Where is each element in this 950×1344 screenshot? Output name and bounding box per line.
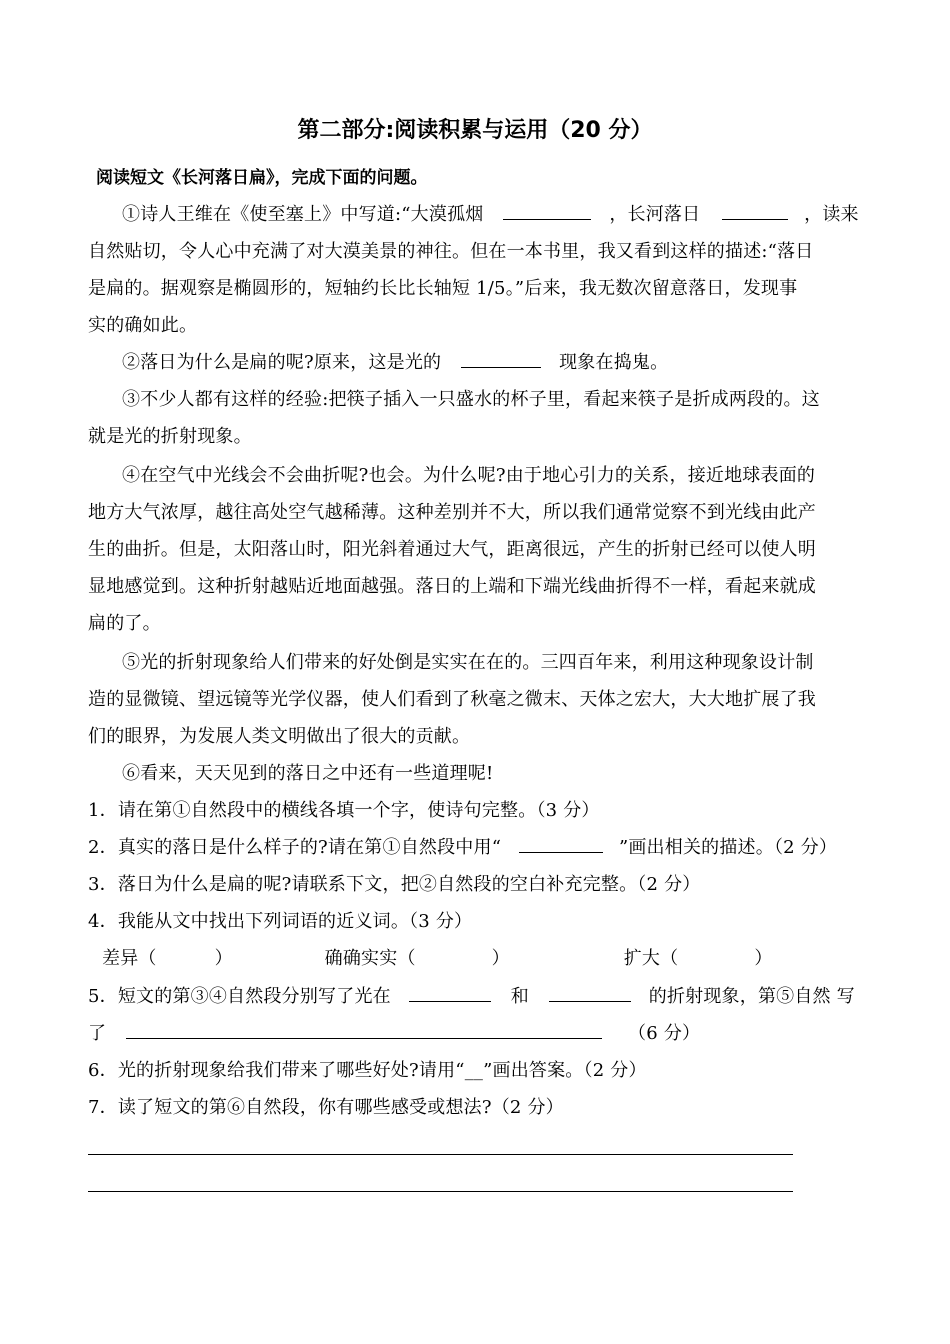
question-3: 3．落日为什么是扁的呢?请联系下文，把②自然段的空白补充完整。（2 分） <box>88 874 701 895</box>
q5-text-e: （6 分） <box>628 1023 701 1044</box>
q2-underline-sample <box>519 829 603 866</box>
q5-text-b: 和 <box>510 986 529 1007</box>
p2-text-a: ②落日为什么是扁的呢?原来，这是光的 <box>122 352 442 373</box>
question-4: 4．我能从文中找出下列词语的近义词。（3 分） <box>88 911 473 932</box>
q5-blank-3[interactable] <box>126 1015 602 1052</box>
q2-text-b: ”画出相关的描述。（2 分） <box>618 837 838 858</box>
answer-line-1[interactable] <box>88 1154 793 1155</box>
p1-text-a: ①诗人王维在《使至塞上》中写道:“大漠孤烟 <box>122 204 484 225</box>
question-1: 1．请在第①自然段中的横线各填一个字，使诗句完整。（3 分） <box>88 800 600 821</box>
p4-line-2: 地方大气浓厚，越往高处空气越稀薄。这种差别并不大，所以我们通常觉察不到光线由此产 <box>88 502 816 523</box>
synonym-label-1: 差异（ <box>102 948 157 969</box>
p2-line <box>122 344 864 381</box>
paren-close-3: ） <box>754 948 773 969</box>
q5-text-c: 的折射现象，第⑤自然 写 <box>648 986 855 1007</box>
section-title: 第二部分:阅读积累与运用（20 分） <box>297 118 653 143</box>
q5-text-d: 了 <box>88 1023 107 1044</box>
answer-line-2[interactable] <box>88 1191 793 1192</box>
p1-line-2: 自然贴切，令人心中充满了对大漠美景的神往。但在一本书里，我又看到这样的描述:“落日 <box>88 241 814 262</box>
question-4-items <box>102 940 864 977</box>
p5-line-2: 造的显微镜、望远镜等光学仪器，使人们看到了秋毫之微末、天体之宏大，大大地扩展了我 <box>88 689 816 710</box>
synonym-label-2: 确确实实（ <box>324 948 416 969</box>
p4-line-4: 显地感觉到。这种折射越贴近地面越强。落日的上端和下端光线曲折得不一样，看起来就成 <box>88 576 816 597</box>
p2-text-b: 现象在捣鬼。 <box>559 352 669 373</box>
question-2 <box>88 829 864 866</box>
p6-line: ⑥看来，天天见到的落日之中还有一些道理呢! <box>122 763 494 784</box>
question-5-line-1 <box>88 978 864 1015</box>
q5-text-a: 5．短文的第③④自然段分别写了光在 <box>88 986 391 1007</box>
p4-line-3: 生的曲折。但是，太阳落山时，阳光斜着通过大气，距离很远，产生的折射已经可以使人明 <box>88 539 816 560</box>
q2-text-a: 2．真实的落日是什么样子的?请在第①自然段中用“ <box>88 837 502 858</box>
poem-blank-1[interactable] <box>503 196 591 233</box>
p4-line-5: 扁的了。 <box>88 613 161 634</box>
p1-text-c: ，读来 <box>804 204 859 225</box>
synonym-label-3: 扩大（ <box>623 948 679 969</box>
p1-line-3: 是扁的。据观察是椭圆形的，短轴约长比长轴短 1/5。”后来，我无数次留意落日，发现事 <box>88 278 798 299</box>
phenomenon-blank[interactable] <box>461 344 541 381</box>
p1-line-4: 实的确如此。 <box>88 315 198 336</box>
question-6: 6．光的折射现象给我们带来了哪些好处?请用“__”画出答案。（2 分） <box>88 1060 647 1081</box>
p3-line-2: 就是光的折射现象。 <box>88 426 252 447</box>
paren-close-2: ） <box>491 948 510 969</box>
p4-line-1: ④在空气中光线会不会曲折呢?也会。为什么呢?由于地心引力的关系，接近地球表面的 <box>122 465 816 486</box>
reading-intro: 阅读短文《长河落日扁》，完成下面的问题。 <box>96 168 428 188</box>
poem-blank-2[interactable] <box>722 196 788 233</box>
question-5-line-2 <box>88 1015 864 1052</box>
p5-line-1: ⑤光的折射现象给人们带来的好处倒是实实在在的。三四百年来，利用这种现象设计制 <box>122 652 814 673</box>
paren-close-1: ） <box>214 948 233 969</box>
p3-line-1: ③不少人都有这样的经验:把筷子插入一只盛水的杯子里，看起来筷子是折成两段的。这 <box>122 389 820 410</box>
q5-blank-1[interactable] <box>409 978 491 1015</box>
p5-line-3: 们的眼界，为发展人类文明做出了很大的贡献。 <box>88 726 471 747</box>
p1-text-b: ，长河落日 <box>609 204 701 225</box>
p1-line-1 <box>122 196 864 233</box>
q5-blank-2[interactable] <box>549 978 631 1015</box>
question-7: 7．读了短文的第⑥自然段，你有哪些感受或想法?（2 分） <box>88 1097 564 1118</box>
